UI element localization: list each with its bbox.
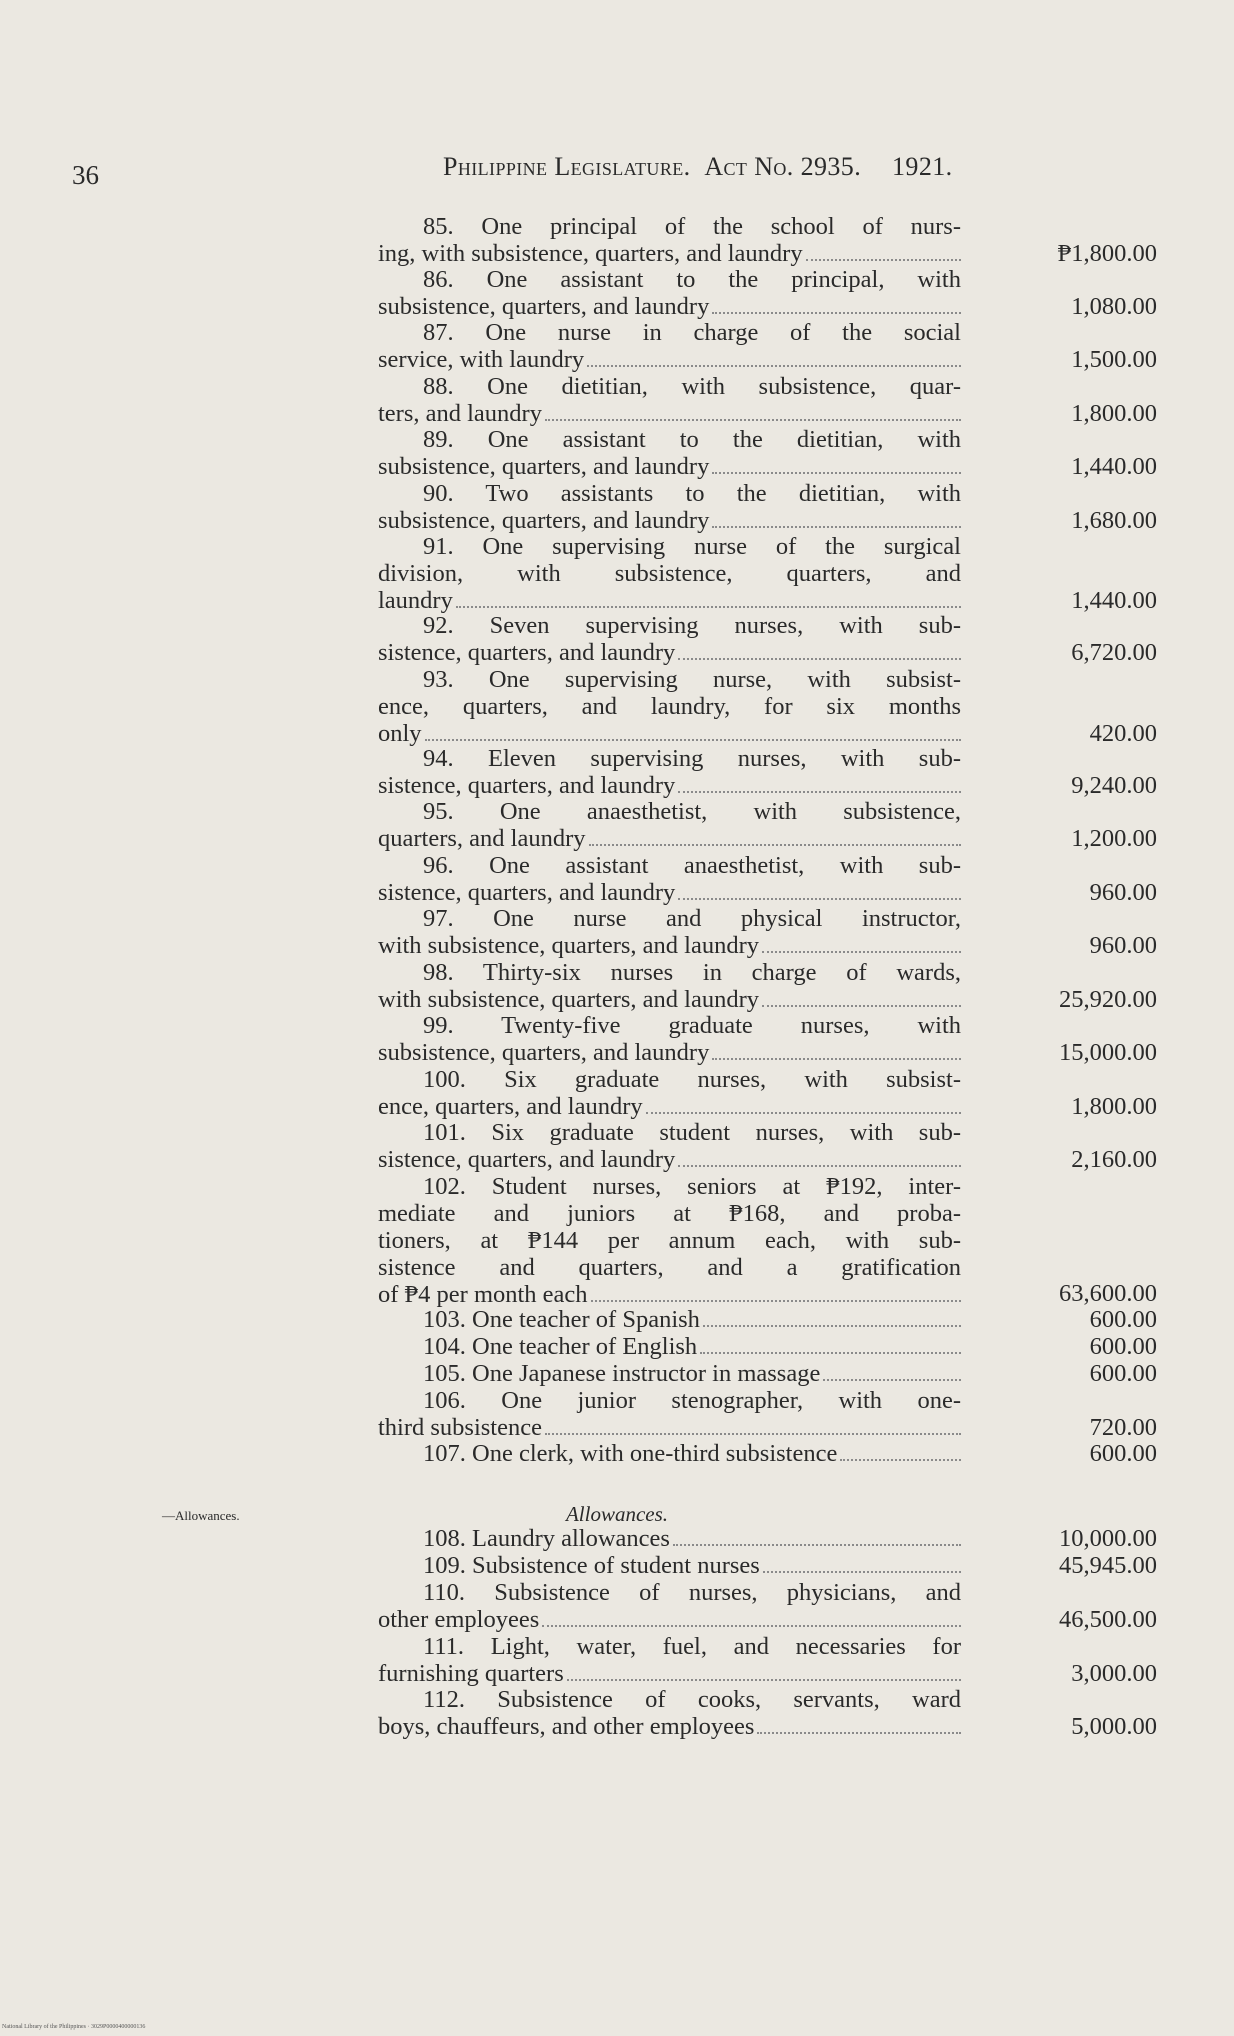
item-amount: 1,680.00 xyxy=(1071,507,1157,534)
item-text-line: 102. Student nurses, seniors at ₱192, inter- xyxy=(423,1173,961,1200)
dot-leader xyxy=(703,1325,961,1327)
item-text: sistence, quarters, and laundry xyxy=(378,772,676,799)
item-text-line: 100. Six graduate nurses, with subsist- xyxy=(423,1066,961,1093)
appropriation-item xyxy=(378,533,961,614)
item-text-line: 91. One supervising nurse of the surgical xyxy=(423,533,961,560)
appropriation-item xyxy=(378,1525,961,1552)
item-text-line: 90. Two assistants to the dietitian, with xyxy=(423,480,961,507)
dot-leader xyxy=(646,1112,961,1114)
item-text-line xyxy=(378,346,961,373)
item-text-line xyxy=(378,400,961,427)
item-text-line xyxy=(378,1360,961,1387)
item-text-line xyxy=(378,1039,961,1066)
item-text-line xyxy=(378,1606,961,1633)
item-amount: 960.00 xyxy=(1089,932,1157,959)
dot-leader xyxy=(678,658,961,660)
item-text-line xyxy=(378,720,961,747)
item-text-line: 112. Subsistence of cooks, servants, ward xyxy=(423,1686,961,1713)
item-text-line: 99. Twenty-five graduate nurses, with xyxy=(423,1012,961,1039)
dot-leader xyxy=(678,898,961,900)
item-amount: 15,000.00 xyxy=(1059,1039,1157,1066)
item-amount: 960.00 xyxy=(1089,879,1157,906)
item-text: 103. One teacher of Spanish xyxy=(423,1306,700,1333)
item-amount: 63,600.00 xyxy=(1059,1280,1157,1307)
item-amount: 6,720.00 xyxy=(1071,639,1157,666)
appropriation-item xyxy=(378,426,961,480)
item-amount: 45,945.00 xyxy=(1059,1552,1157,1579)
dot-leader xyxy=(545,419,961,421)
item-text: 108. Laundry allowances xyxy=(423,1525,670,1552)
item-text-line xyxy=(378,1333,961,1360)
item-text: sistence, quarters, and laundry xyxy=(378,1146,676,1173)
dot-leader xyxy=(762,1005,961,1007)
item-text: service, with laundry xyxy=(378,346,585,373)
appropriation-item xyxy=(378,373,961,427)
item-amount: 46,500.00 xyxy=(1059,1606,1157,1633)
appropriation-item xyxy=(378,1686,961,1740)
item-text: with subsistence, quarters, and laundry xyxy=(378,932,760,959)
item-text-line xyxy=(378,293,961,320)
item-text-line xyxy=(378,1525,961,1552)
item-text: third subsistence xyxy=(378,1414,542,1441)
item-text: laundry xyxy=(378,587,453,614)
dot-leader xyxy=(567,1679,961,1681)
item-text-line xyxy=(378,772,961,799)
dot-leader xyxy=(673,1544,961,1546)
item-text-line: 101. Six graduate student nurses, with sub- xyxy=(423,1119,961,1146)
item-text-line xyxy=(378,1552,961,1579)
item-amount: 600.00 xyxy=(1089,1360,1157,1387)
appropriation-item xyxy=(378,1440,961,1467)
item-text-line xyxy=(378,825,961,852)
item-text-line: 93. One supervising nurse, with subsist- xyxy=(423,666,961,693)
item-amount: 1,500.00 xyxy=(1071,346,1157,373)
item-amount: 9,240.00 xyxy=(1071,772,1157,799)
item-text-line: 87. One nurse in charge of the social xyxy=(423,319,961,346)
dot-leader xyxy=(757,1732,961,1734)
year: 1921. xyxy=(892,152,953,181)
appropriation-item xyxy=(378,1633,961,1687)
item-text-line: 88. One dietitian, with subsistence, quar- xyxy=(423,373,961,400)
item-amount: 1,800.00 xyxy=(1071,400,1157,427)
scan-credit: National Library of the Philippines · 3029P0000400000136 xyxy=(2,2024,146,2030)
item-text: subsistence, quarters, and laundry xyxy=(378,507,710,534)
item-text-line xyxy=(378,1440,961,1467)
appropriation-item xyxy=(378,666,961,747)
appropriation-item xyxy=(378,480,961,534)
item-text-line xyxy=(378,879,961,906)
appropriation-item xyxy=(378,1360,961,1387)
appropriation-item xyxy=(378,612,961,666)
item-text: 107. One clerk, with one-third subsistence xyxy=(423,1440,838,1467)
item-text-line xyxy=(378,1414,961,1441)
item-text-line xyxy=(378,507,961,534)
dot-leader xyxy=(806,259,961,261)
dot-leader xyxy=(763,1571,961,1573)
item-text-line: 85. One principal of the school of nurs- xyxy=(423,213,961,240)
dot-leader xyxy=(678,1165,961,1167)
appropriation-item xyxy=(378,266,961,320)
item-amount: 720.00 xyxy=(1089,1414,1157,1441)
appropriation-item xyxy=(378,852,961,906)
appropriation-item xyxy=(378,1012,961,1066)
item-amount: ₱1,800.00 xyxy=(1057,240,1157,267)
item-text-line xyxy=(378,1660,961,1687)
item-text: ters, and laundry xyxy=(378,400,542,427)
appropriation-item xyxy=(378,1552,961,1579)
item-text-line: mediate and juniors at ₱168, and proba- xyxy=(378,1200,961,1227)
item-text-line: 92. Seven supervising nurses, with sub- xyxy=(423,612,961,639)
item-text: of ₱4 per month each xyxy=(378,1281,588,1308)
act-number: Act No. 2935. xyxy=(704,152,862,181)
item-text: with subsistence, quarters, and laundry xyxy=(378,986,760,1013)
item-text: ing, with subsistence, quarters, and laundry xyxy=(378,240,803,267)
item-amount: 5,000.00 xyxy=(1071,1713,1157,1740)
item-text: subsistence, quarters, and laundry xyxy=(378,1039,710,1066)
dot-leader xyxy=(712,472,961,474)
appropriation-item xyxy=(378,319,961,373)
item-text-line: tioners, at ₱144 per annum each, with sub- xyxy=(378,1227,961,1254)
dot-leader xyxy=(700,1352,961,1354)
dot-leader xyxy=(712,526,961,528)
item-text: subsistence, quarters, and laundry xyxy=(378,453,710,480)
item-text-line xyxy=(378,1093,961,1120)
item-text: 109. Subsistence of student nurses xyxy=(423,1552,760,1579)
item-amount: 600.00 xyxy=(1089,1333,1157,1360)
appropriation-item xyxy=(378,1173,961,1308)
item-amount: 600.00 xyxy=(1089,1440,1157,1467)
item-text-line xyxy=(378,587,961,614)
dot-leader xyxy=(762,951,961,953)
dot-leader xyxy=(712,1058,961,1060)
item-text: ence, quarters, and laundry xyxy=(378,1093,643,1120)
item-amount: 1,440.00 xyxy=(1071,587,1157,614)
item-text-line: 110. Subsistence of nurses, physicians, and xyxy=(423,1579,961,1606)
item-text-line xyxy=(378,1281,961,1308)
item-text: sistence, quarters, and laundry xyxy=(378,639,676,666)
item-text-line: 95. One anaesthetist, with subsistence, xyxy=(423,798,961,825)
dot-leader xyxy=(678,791,961,793)
item-amount: 2,160.00 xyxy=(1071,1146,1157,1173)
item-amount: 1,080.00 xyxy=(1071,293,1157,320)
item-text-line xyxy=(378,1146,961,1173)
item-text: sistence, quarters, and laundry xyxy=(378,879,676,906)
item-text-line xyxy=(378,240,961,267)
item-text: 105. One Japanese instructor in massage xyxy=(423,1360,821,1387)
item-text: only xyxy=(378,720,422,747)
appropriation-item xyxy=(378,959,961,1013)
item-text: subsistence, quarters, and laundry xyxy=(378,293,710,320)
item-text-line xyxy=(378,639,961,666)
item-text-line: 94. Eleven supervising nurses, with sub- xyxy=(423,745,961,772)
item-text-line: 86. One assistant to the principal, with xyxy=(423,266,961,293)
item-text: quarters, and laundry xyxy=(378,825,586,852)
publication-title: Philippine Legislature. xyxy=(443,152,691,181)
item-text-line xyxy=(378,986,961,1013)
item-text-line xyxy=(378,1713,961,1740)
item-amount: 3,000.00 xyxy=(1071,1660,1157,1687)
item-text-line: 96. One assistant anaesthetist, with sub- xyxy=(423,852,961,879)
allowances-heading: Allowances. xyxy=(565,1502,669,1526)
appropriation-item xyxy=(378,213,961,267)
appropriation-item xyxy=(378,905,961,959)
item-text-line: 97. One nurse and physical instructor, xyxy=(423,905,961,932)
appropriation-item xyxy=(378,1579,961,1633)
item-text-line: ence, quarters, and laundry, for six months xyxy=(378,693,961,720)
dot-leader xyxy=(712,312,961,314)
dot-leader xyxy=(542,1625,961,1627)
item-text-line: 89. One assistant to the dietitian, with xyxy=(423,426,961,453)
dot-leader xyxy=(823,1379,961,1381)
item-amount: 25,920.00 xyxy=(1059,986,1157,1013)
item-amount: 1,200.00 xyxy=(1071,825,1157,852)
appropriation-item xyxy=(378,1306,961,1333)
dot-leader xyxy=(545,1433,961,1435)
item-text: furnishing quarters xyxy=(378,1660,564,1687)
dot-leader xyxy=(587,365,961,367)
item-text-line: division, with subsistence, quarters, and xyxy=(378,560,961,587)
appropriation-item xyxy=(378,798,961,852)
item-amount: 600.00 xyxy=(1089,1306,1157,1333)
appropriation-item xyxy=(378,1119,961,1173)
item-text-line xyxy=(378,453,961,480)
item-text-line xyxy=(378,932,961,959)
page-number: 36 xyxy=(72,160,99,190)
item-amount: 1,440.00 xyxy=(1071,453,1157,480)
appropriation-item xyxy=(378,1387,961,1441)
dot-leader xyxy=(425,739,961,741)
item-text: other employees xyxy=(378,1606,540,1633)
dot-leader xyxy=(591,1300,961,1302)
item-text-line xyxy=(378,1306,961,1333)
dot-leader xyxy=(456,606,961,608)
item-text: boys, chauffeurs, and other employees xyxy=(378,1713,755,1740)
appropriation-item xyxy=(378,1066,961,1120)
item-amount: 420.00 xyxy=(1089,720,1157,747)
item-text-line: 106. One junior stenographer, with one- xyxy=(423,1387,961,1414)
item-amount: 10,000.00 xyxy=(1059,1525,1157,1552)
dot-leader xyxy=(589,844,962,846)
appropriation-item xyxy=(378,745,961,799)
appropriation-item xyxy=(378,1333,961,1360)
item-text-line: sistence and quarters, and a gratification xyxy=(378,1254,961,1281)
dot-leader xyxy=(840,1459,961,1461)
item-text-line: 111. Light, water, fuel, and necessaries for xyxy=(423,1633,961,1660)
margin-note: —Allowances. xyxy=(162,1508,240,1523)
item-amount: 1,800.00 xyxy=(1071,1093,1157,1120)
item-text: 104. One teacher of English xyxy=(423,1333,698,1360)
item-text-line: 98. Thirty-six nurses in charge of wards, xyxy=(423,959,961,986)
